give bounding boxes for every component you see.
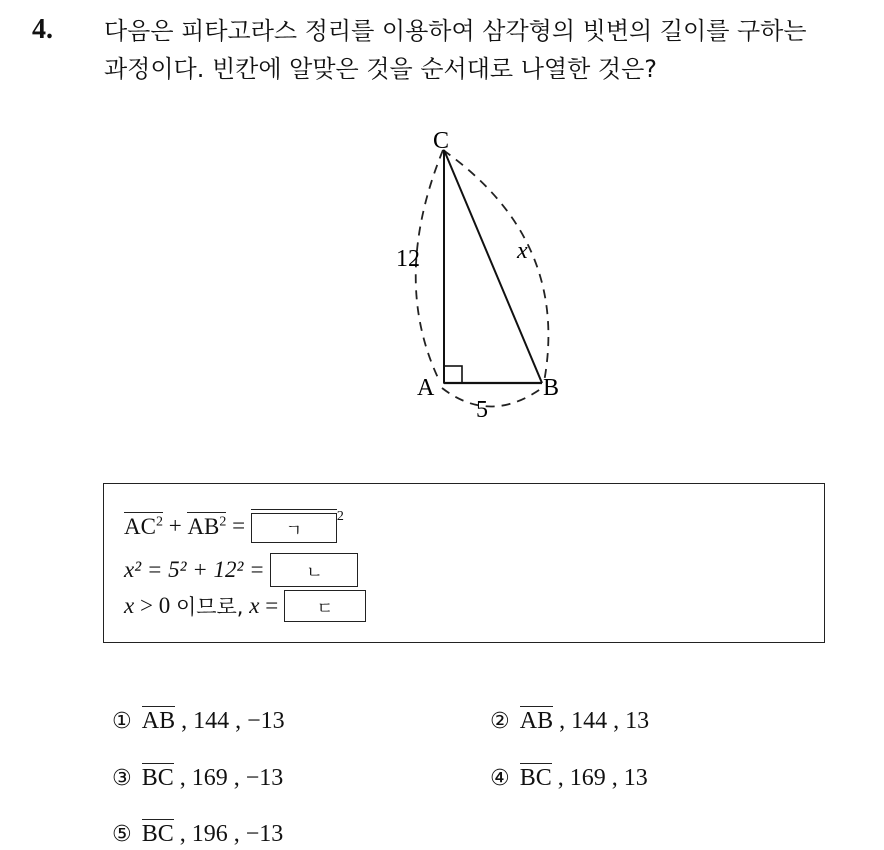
equals-sign: = [259,593,284,618]
segment-ab-text: AB [187,514,220,539]
choice-4[interactable] [490,765,648,792]
choice-values: , 169 , −13 [173,765,284,791]
vertex-a-label: A [417,375,435,401]
choice-values: , 169 , 13 [551,765,648,791]
equation-lhs: x² = 5² + 12² = [124,557,271,582]
question-line-2: 과정이다. 빈칸에 알맞은 것을 순서대로 나열한 것은? [104,55,658,83]
blank-nieun: ㄴ [270,553,358,587]
question-number: 4. [32,14,53,45]
side-ac-label: 12 [396,246,420,272]
choice-marker: ③ [112,766,132,791]
choice-5[interactable] [112,821,283,848]
plus-sign: + [162,513,188,538]
choice-segment: BC [141,765,174,791]
side-bc-label: x [517,238,528,264]
overlined-blank [251,509,337,543]
blank-digeut: ㄷ [284,590,366,622]
korean-word: 이므로, [175,595,244,619]
choice-marker: ② [490,709,510,734]
right-angle-mark [444,366,462,383]
choice-3[interactable] [112,765,283,792]
box-line-1 [124,509,344,543]
choice-segment: BC [141,821,174,847]
segment-ac-text: AC [124,514,156,539]
choice-marker: ⑤ [112,822,132,847]
arc-ab [442,388,542,407]
triangle-figure [360,120,600,430]
outer-exponent: 2 [336,509,344,524]
box-line-3 [124,590,366,622]
choice-marker: ① [112,709,132,734]
blank-giyeok: ㄱ [251,513,337,543]
question-line-1: 다음은 피타고라스 정리를 이용하여 삼각형의 빗변의 길이를 구하는 [104,17,807,45]
choice-segment: AB [141,708,176,734]
choice-marker: ④ [490,766,510,791]
choice-values: , 196 , −13 [173,821,284,847]
equals-sign: = [226,513,251,538]
choice-segment: BC [519,765,552,791]
side-ab-label: 5 [476,397,488,423]
choice-2[interactable] [490,708,649,735]
question-text [104,12,874,88]
segment-ab [187,512,226,540]
box-line-2 [124,553,358,587]
choice-values: , 144 , −13 [175,708,285,734]
choice-segment: AB [519,708,554,734]
side-bc-line [444,150,542,383]
segment-ac [124,512,163,540]
choice-1[interactable] [112,708,285,735]
exponent: 2 [219,514,227,530]
exponent: 2 [155,514,163,530]
variable-x: x [124,593,135,618]
vertex-b-label: B [543,375,560,401]
vertex-c-label: C [433,128,450,154]
choice-values: , 144 , 13 [553,708,650,734]
condition: > 0 [134,593,176,618]
triangle-diagram [360,120,600,430]
variable-x: x [243,593,260,618]
